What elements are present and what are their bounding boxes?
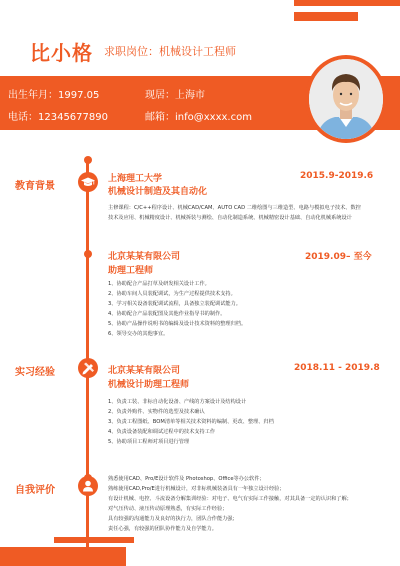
timeline-dot	[84, 250, 92, 258]
duty-item: 3、负责工程图纸、BOM清单等相关技术资料的编制、更改、整理、归档	[108, 419, 274, 425]
self-eval-line: 熟练使用CAD,Pro/E进行机械设计，对非标机械装备具有一年独立设计经验；	[108, 486, 285, 492]
course-line: 主修课程：C/C++程序设计、机械CAD/CAM、AUTO CAD 二维绘图与三维造型、电路与模拟电子技术、数控	[108, 205, 361, 211]
duty-item: 6、领导交办的其他事宜。	[108, 331, 169, 337]
self-eval-line: 具有较强的沟通能力及良好的执行力，团队合作能力强；	[108, 516, 238, 522]
bottom-decor-bar-2	[54, 537, 134, 543]
major-name: 机械设计制造及其自动化	[108, 187, 208, 197]
school-name: 上海理工大学	[108, 174, 163, 184]
current-location: 现居：上海市	[145, 90, 205, 101]
duty-item: 3、学习相关设备装配调试流程，具备独立装配调试能力。	[108, 301, 241, 307]
section-title-experience: 实习经验	[15, 367, 55, 378]
course-line: 技术及应用、机械精度设计、机械拆装与测绘、自动化制造系统、机械精密设计基础、自动化机械系统设计	[108, 215, 352, 221]
top-decor-bar-1	[294, 0, 400, 6]
job-period: 2018.11 - 2019.8	[294, 363, 380, 373]
duty-item: 4、负责设备装配和调试过程中的技术支持工作	[108, 429, 216, 435]
self-eval-line: 责任心强，有较强的团队协作能力及自学能力。	[108, 526, 217, 532]
job-period: 2019.09– 至今	[305, 252, 372, 262]
graduation-cap-icon	[78, 172, 98, 192]
company-name: 北京某某有限公司	[108, 252, 181, 262]
education-period: 2015.9-2019.6	[300, 171, 374, 181]
profile-photo	[309, 59, 383, 139]
duty-item: 5、协助产品操作说明书的编辑及设计技术资料的整理归档。	[108, 321, 247, 327]
self-eval-list	[108, 474, 393, 534]
candidate-name: 比小格	[30, 41, 93, 65]
duty-list	[108, 397, 274, 447]
email-address: 邮箱：info@xxxx.com	[145, 112, 252, 123]
duty-item: 2、负责外购件、实物件的选型及技术确认	[108, 409, 205, 415]
section-title-education: 教育背景	[15, 181, 55, 192]
duty-item: 4、协助配合产品装配图及其他作业指导书的制作。	[108, 311, 226, 317]
company-name: 北京某某有限公司	[108, 366, 181, 376]
phone-number: 电话：12345677890	[8, 112, 108, 123]
duty-list	[108, 279, 246, 339]
bottom-decor-bar-1	[0, 547, 126, 566]
job-role: 机械设计助理工程师	[108, 380, 190, 390]
self-eval-line: 熟悉使用CAD、Pro/E设计软件及 Photoshop、Office等办公软件；	[108, 476, 265, 482]
timeline-dot	[84, 156, 92, 164]
section-title-self-eval: 自我评价	[15, 485, 55, 496]
duty-item: 5、协助项目工程师对项目进行管理	[108, 439, 190, 445]
duty-item: 2、协助车间人员装配调试，为生产过程提供技术支持。	[108, 291, 236, 297]
pencil-ruler-icon	[78, 358, 98, 378]
top-decor-bar-2	[294, 12, 358, 21]
job-role: 助理工程师	[108, 266, 154, 276]
self-eval-line: 对气压传动、液压传动原理熟悉，有实际工作经验；	[108, 506, 228, 512]
duty-item: 1、负责工装、非标自动化设备、产线的方案设计及结构设计	[108, 399, 247, 405]
course-list	[108, 203, 388, 223]
person-icon	[78, 476, 98, 496]
self-eval-line: 有设计机械、电控、斗流设备分解集训经验：对电子、电气有实际工作接触，对其具备一定的认识和了解；	[108, 496, 352, 502]
birth-date: 出生年月：1997.05	[8, 90, 100, 101]
portrait-image	[309, 59, 383, 139]
duty-item: 1、协助配合产品打草及研发相关设计工作。	[108, 281, 210, 287]
job-target: 求职岗位：机械设计工程师	[104, 45, 236, 58]
